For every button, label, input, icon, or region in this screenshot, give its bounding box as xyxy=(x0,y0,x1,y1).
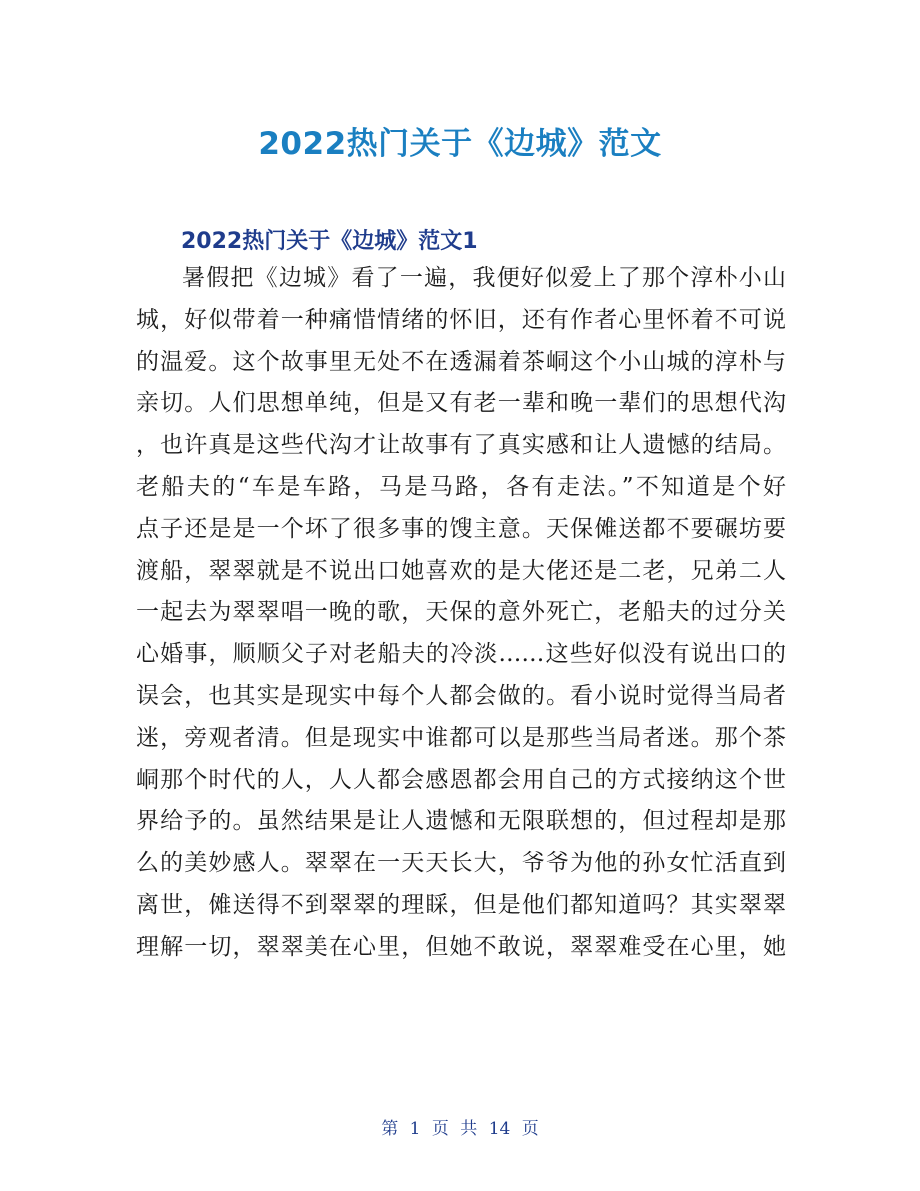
paragraph-line: 心婚事，顺顺父子对老船夫的冷淡……这些好似没有说出口的 xyxy=(136,641,786,668)
page-footer: 第 1 页 共 14 页 xyxy=(381,1119,539,1139)
paragraph-line: 城，好似带着一种痛惜情绪的怀旧，还有作者心里怀着不可说 xyxy=(136,306,786,333)
paragraph-line: 老船夫的“车是车路，马是马路，各有走法。”不知道是个好 xyxy=(136,473,786,500)
paragraph-line: 离世，傩送得不到翠翠的理睬，但是他们都知道吗？其实翠翠 xyxy=(136,891,786,918)
paragraph-line: 峒那个时代的人，人人都会感恩都会用自己的方式接纳这个世 xyxy=(136,766,786,793)
body-paragraph xyxy=(136,258,786,969)
paragraph-line: 的温爱。这个故事里无处不在透漏着茶峒这个小山城的淳朴与 xyxy=(136,348,786,375)
document-title: 2022热门关于《边城》范文 xyxy=(258,126,662,162)
paragraph-line: 点子还是是一个坏了很多事的馊主意。天保傩送都不要碾坊要 xyxy=(136,515,786,542)
paragraph-line: 么的美妙感人。翠翠在一天天长大，爷爷为他的孙女忙活直到 xyxy=(136,850,786,877)
section-heading: 2022热门关于《边城》范文1 xyxy=(181,229,478,254)
paragraph-line: 误会，也其实是现实中每个人都会做的。看小说时觉得当局者 xyxy=(136,682,786,709)
paragraph-line: 暑假把《边城》看了一遍，我便好似爱上了那个淳朴小山 xyxy=(182,265,786,291)
paragraph-line: 一起去为翠翠唱一晚的歌，天保的意外死亡，老船夫的过分关 xyxy=(136,599,786,626)
paragraph-line: 亲切。人们思想单纯，但是又有老一辈和晚一辈们的思想代沟 xyxy=(136,390,786,417)
paragraph-line: ，也许真是这些代沟才让故事有了真实感和让人遗憾的结局。 xyxy=(136,432,786,459)
paragraph-line: 迷，旁观者清。但是现实中谁都可以是那些当局者迷。那个茶 xyxy=(136,724,786,751)
paragraph-line: 渡船，翠翠就是不说出口她喜欢的是大佬还是二老，兄弟二人 xyxy=(136,557,786,584)
paragraph-line: 理解一切，翠翠美在心里，但她不敢说，翠翠难受在心里，她 xyxy=(136,933,786,960)
paragraph-line: 界给予的。虽然结果是让人遗憾和无限联想的，但过程却是那 xyxy=(136,808,786,835)
